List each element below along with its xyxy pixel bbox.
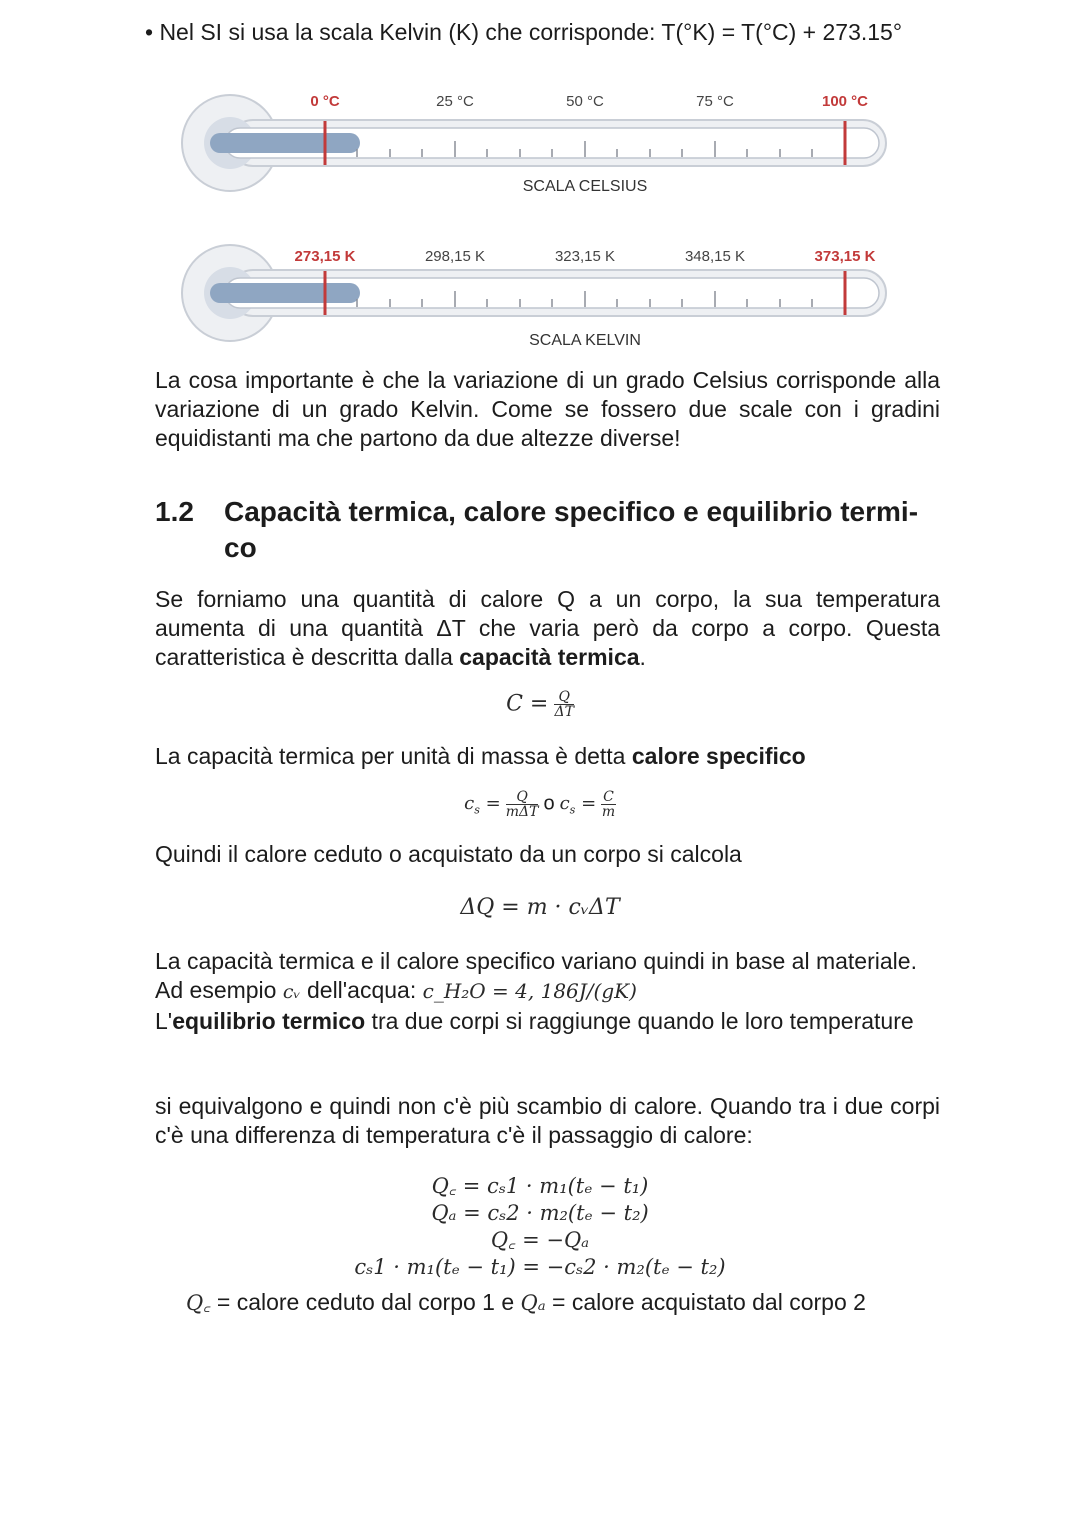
eq-fraction: $\frac{C}{m}$ bbox=[601, 789, 616, 820]
equation-line: Q꜀ = −Qₐ bbox=[490, 1228, 590, 1252]
paragraph-specific-heat bbox=[155, 742, 955, 771]
equation-specific-heat bbox=[0, 790, 1080, 819]
celsius-tick-label: 0 °C bbox=[310, 93, 340, 110]
kelvin-tick-label: 373,15 K bbox=[814, 248, 876, 265]
celsius-tick-label: 25 °C bbox=[436, 93, 474, 110]
paragraph-calc: Quindi il calore ceduto o acquistato da un corpo si calcola bbox=[155, 841, 742, 867]
section-title-line2: co bbox=[224, 532, 257, 563]
section-title-line1: Capacità termica, calore specifico e equilibrio termi- bbox=[224, 496, 919, 527]
kelvin-scale-name: SCALA KELVIN bbox=[529, 332, 641, 349]
paragraph-heat-capacity bbox=[155, 585, 940, 672]
eq-fraction bbox=[554, 690, 573, 719]
celsius-tick-label: 100 °C bbox=[821, 93, 869, 110]
paragraph-text: La capacità termica per unità di massa è detta bbox=[155, 743, 632, 769]
kelvin-tick-label: 323,15 K bbox=[554, 248, 616, 265]
kelvin-thermometer-icon bbox=[170, 243, 900, 343]
paragraph-text: . bbox=[639, 644, 646, 670]
term-capacita-termica: capacità termica bbox=[459, 644, 640, 670]
celsius-tick-label: 75 °C bbox=[696, 93, 734, 110]
paragraph-scales: La cosa importante è che la variazione di un grado Celsius corrisponde alla variazione di un grado Kelvin. Come se fossero due scale con i gradini equidistanti ma che partono da due altezze diverse! bbox=[155, 367, 940, 451]
paragraph-example: Ad esempio cᵥ dell'acqua: c_H₂O = 4, 186J/(gK) bbox=[155, 977, 637, 1003]
equation-line: cₛ1 · m₁(tₑ − t₁) = −cₛ2 · m₂(tₑ − t₂) bbox=[354, 1255, 726, 1279]
intro-line: • Nel SI si usa la scala Kelvin (K) che corrisponde: T(°K) = T(°C) + 273.15° bbox=[145, 19, 903, 45]
eq-fraction: $\frac{Q}{\text{mΔT}}$ bbox=[505, 789, 539, 820]
paragraph-heat-exchange: si equivalgono e quindi non c'è più scambio di calore. Quando tra i due corpi c'è una differenza di temperatura c'è il passaggio di calore: bbox=[155, 1093, 940, 1148]
paragraph-text: La capacità termica e il calore specifico variano quindi in base al materiale. bbox=[155, 948, 917, 974]
equation-legend: Q꜀ = calore ceduto dal corpo 1 e Qₐ = calore acquistato dal corpo 2 bbox=[186, 1289, 866, 1315]
paragraph-equilibrium: L'equilibrio termico tra due corpi si raggiunge quando le loro temperature bbox=[155, 1008, 914, 1034]
kelvin-tick-label: 273,15 K bbox=[294, 248, 356, 265]
eq-num: Q bbox=[554, 690, 573, 705]
eq-lhs: $c_s$ = bbox=[464, 793, 501, 817]
celsius-tick-label: 50 °C bbox=[566, 93, 604, 110]
kelvin-thermometer-figure bbox=[0, 240, 1080, 360]
eq-lhs: $c_s$ = bbox=[559, 793, 597, 817]
paragraph-material bbox=[155, 947, 955, 1036]
paragraph-text: Se forniamo una quantità di calore Q a un corpo, la sua temperatura aumenta di una quantità ΔT che varia però da corpo a corpo. Questa caratteristica è descritta dalla bbox=[155, 586, 940, 670]
term-calore-specifico: calore specifico bbox=[631, 743, 806, 769]
term-equilibrio-termico: equilibrio termico bbox=[172, 1008, 366, 1034]
eq-den: ΔT bbox=[554, 704, 574, 720]
equations-block bbox=[0, 1173, 1080, 1281]
eq-lhs: C = bbox=[506, 691, 549, 717]
equation-heat-capacity bbox=[0, 690, 1080, 719]
section-number: 1.2 bbox=[155, 496, 194, 527]
equation-line: Qₐ = cₛ2 · m₂(tₑ − t₂) bbox=[431, 1201, 649, 1225]
eq-or: o bbox=[543, 792, 555, 815]
kelvin-tick-label: 348,15 K bbox=[684, 248, 746, 265]
kelvin-tick-label: 298,15 K bbox=[424, 248, 486, 265]
equation-line: Q꜀ = cₛ1 · m₁(tₑ − t₁) bbox=[431, 1174, 649, 1198]
celsius-scale-name: SCALA CELSIUS bbox=[522, 178, 648, 195]
celsius-thermometer-figure bbox=[0, 85, 1080, 205]
equation-delta-q: ΔQ = m · cᵥΔT bbox=[460, 895, 620, 920]
